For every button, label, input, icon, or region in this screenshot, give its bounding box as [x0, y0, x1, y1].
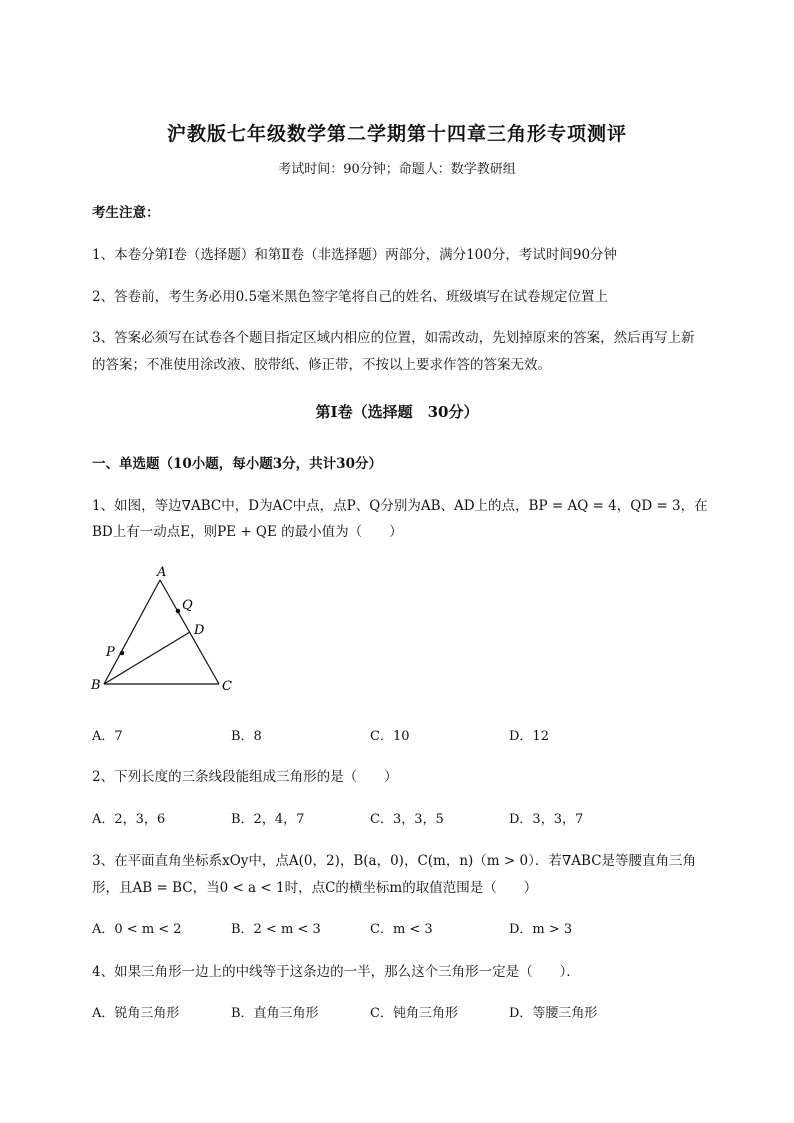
q2-option-a[interactable]: A．2，3，6	[92, 812, 166, 827]
question-4-line-1: 4、如果三角形一边上的中线等于这条边的一半，那么这个三角形一定是（ ）．	[92, 964, 580, 980]
notice-item-1: 1、本卷分第Ⅰ卷（选择题）和第Ⅱ卷（非选择题）两部分，满分100分，考试时间90分钟	[92, 247, 618, 263]
point-q	[176, 609, 181, 614]
q4-option-b[interactable]: B．直角三角形	[231, 1006, 319, 1021]
label-q: Q	[182, 598, 193, 613]
label-p: P	[106, 645, 115, 660]
q3-option-c[interactable]: C．m < 3	[370, 922, 433, 937]
q2-option-d[interactable]: D．3，3，7	[509, 812, 584, 827]
label-c: C	[222, 679, 232, 694]
question-1-line-2: BD上有一动点E，则PE + QE 的最小值为（ ）	[92, 524, 403, 540]
notice-item-2: 2、答卷前，考生务必用0.5毫米黑色签字笔将自己的姓名、班级填写在试卷规定位置上	[92, 289, 609, 305]
notice-heading: 考生注意：	[92, 205, 160, 221]
q4-option-d[interactable]: D．等腰三角形	[509, 1006, 598, 1021]
triangle-figure	[88, 562, 258, 697]
notice-item-3-cont: 的答案；不准使用涂改液、胶带纸、修正带，不按以上要求作答的答案无效。	[92, 357, 551, 373]
label-d: D	[194, 623, 205, 638]
part-heading: 一、单选题（10小题，每小题3分，共计30分）	[92, 456, 382, 472]
label-a: A	[157, 565, 167, 580]
q1-option-a[interactable]: A．7	[92, 729, 123, 744]
q2-option-b[interactable]: B．2，4，7	[231, 812, 305, 827]
q1-option-d[interactable]: D．12	[509, 729, 549, 744]
q3-option-a[interactable]: A．0 < m < 2	[92, 922, 182, 937]
q3-option-d[interactable]: D．m > 3	[509, 922, 573, 937]
q3-option-b[interactable]: B．2 < m < 3	[231, 922, 321, 937]
q1-option-b[interactable]: B．8	[231, 729, 262, 744]
page-title: 沪教版七年级数学第二学期第十四章三角形专项测评	[166, 123, 627, 145]
section-title: 第Ⅰ卷（选择题 30分）	[315, 403, 479, 421]
notice-item-3: 3、答案必须写在试卷各个题目指定区域内相应的位置，如需改动，先划掉原来的答案，然后再写上新	[92, 330, 695, 346]
side-ab	[104, 580, 160, 684]
question-1-line-1: 1、如图，等边∇ABC中，D为AC中点，点P、Q分别为AB、AD上的点，BP = AQ = 4，QD = 3，在	[92, 498, 708, 514]
question-2-line-1: 2、下列长度的三条线段能组成三角形的是（ ）	[92, 769, 398, 785]
question-3-line-1: 3、在平面直角坐标系xOy中，点A(0，2)，B(a，0)，C(m，n)（m > 0）．若∇ABC是等腰直角三角	[92, 853, 697, 869]
exam-info: 考试时间：90分钟；命题人：数学教研组	[278, 162, 516, 177]
label-b: B	[91, 678, 101, 693]
q4-option-c[interactable]: C．钝角三角形	[370, 1006, 458, 1021]
q4-option-a[interactable]: A．锐角三角形	[92, 1006, 180, 1021]
q2-option-c[interactable]: C．3，3，5	[370, 812, 444, 827]
segment-bd	[104, 632, 190, 684]
q1-option-c[interactable]: C．10	[370, 729, 410, 744]
point-p	[120, 651, 125, 656]
question-3-line-2: 形，且AB = BC，当0 < a < 1时，点C的横坐标m的取值范围是（ ）	[92, 880, 538, 896]
